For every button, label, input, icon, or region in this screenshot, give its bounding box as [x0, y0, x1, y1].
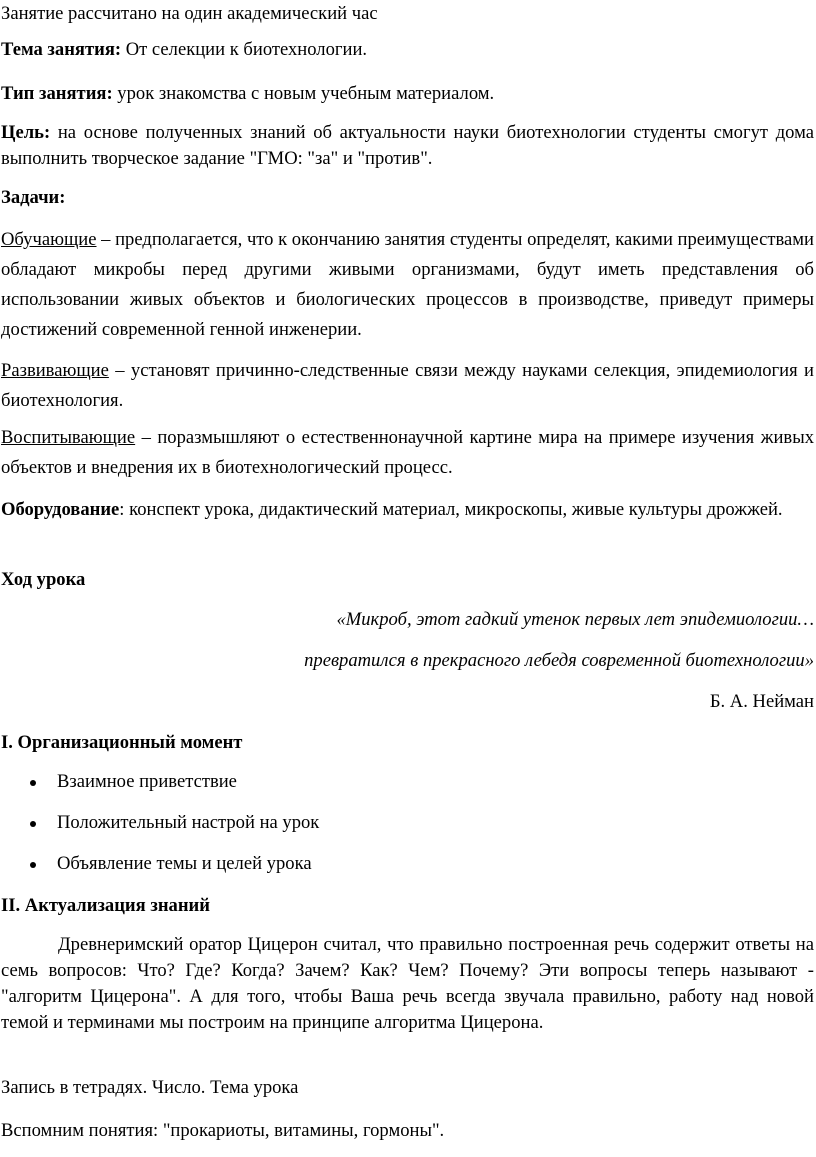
topic-line: [1, 36, 814, 64]
equipment-label: Оборудование: [1, 499, 120, 520]
task-paragraph-teaching: [1, 225, 814, 345]
section1-title: I. Организационный момент: [1, 732, 243, 753]
bullet-icon: [30, 862, 36, 868]
goal-paragraph: [1, 120, 814, 172]
type-line: [1, 80, 814, 108]
equipment-value: : конспект урока, дидактический материал, микроскопы, живые культуры дрожжей.: [119, 499, 783, 520]
topic-label: Тема занятия:: [1, 39, 122, 60]
task-text-educating: – поразмышляют о естественнонаучной картине мира на примере изучения живых объектов и внедрения их в биотехнологический процесс.: [1, 427, 814, 478]
task-name-developing: Развивающие: [1, 360, 109, 381]
recall-line: Вспомним понятия: "прокариоты, витамины, гормоны".: [1, 1120, 445, 1141]
task-name-educating: Воспитывающие: [1, 427, 136, 448]
epigraph-author: Б. А. Нейман: [709, 691, 814, 712]
lesson-heading: Ход урока: [1, 569, 86, 590]
list-item: Положительный настрой на урок: [0, 809, 816, 837]
equipment-paragraph: [1, 494, 814, 525]
epigraph-line-2: превратился в прекрасного лебедя современной биотехнологии»: [304, 650, 814, 671]
goal-value: на основе полученных знаний об актуальности науки биотехнологии студенты смогут дома выполнить творческое задание "ГМО: "за" и "против".: [1, 122, 814, 169]
section2-paragraph: Древнеримский оратор Цицерон считал, что правильно построенная речь содержит ответы на семь вопросов: Что? Где? Когда? Зачем? Как? Чем? Почему? Эти вопросы теперь называют - "алгоритм Цицерона". А для того, чтобы Ваша речь всегда звучала правильно, работу над новой темой и терминами мы построим на принципе алгоритма Цицерона.: [1, 934, 814, 1033]
type-value: урок знакомства с новым учебным материалом.: [112, 83, 495, 104]
list-item: Взаимное приветствие: [0, 768, 816, 796]
bullet-icon: [30, 821, 36, 827]
task-name-teaching: Обучающие: [1, 229, 97, 250]
notebook-line: Запись в тетрадях. Число. Тема урока: [1, 1077, 299, 1098]
section2-title: II. Актуализация знаний: [1, 895, 210, 916]
bullet-icon: [30, 780, 36, 786]
task-text-developing: – установят причинно-следственные связи между науками селекция, эпидемиология и биотехнология.: [1, 360, 814, 411]
task-text-teaching: – предполагается, что к окончанию занятия студенты определят, какими преимуществами обладают микробы перед другими живыми организмами, будут иметь представления об использовании живых объектов и биологических процессов в производстве, приведут примеры достижений современной генной инженерии.: [1, 229, 814, 340]
goal-label: Цель:: [1, 122, 51, 143]
topic-value: От селекции к биотехнологии.: [121, 39, 368, 60]
list-item: Объявление темы и целей урока: [0, 850, 816, 878]
epigraph-line-1: «Микроб, этот гадкий утенок первых лет эпидемиологии…: [336, 609, 814, 630]
task-paragraph-developing: [1, 356, 814, 416]
section1-list: [0, 768, 816, 878]
type-label: Тип занятия:: [1, 83, 113, 104]
tasks-heading: Задачи:: [1, 187, 66, 208]
task-paragraph-educating: [1, 423, 814, 483]
header-line: Занятие рассчитано на один академический час: [1, 3, 378, 24]
